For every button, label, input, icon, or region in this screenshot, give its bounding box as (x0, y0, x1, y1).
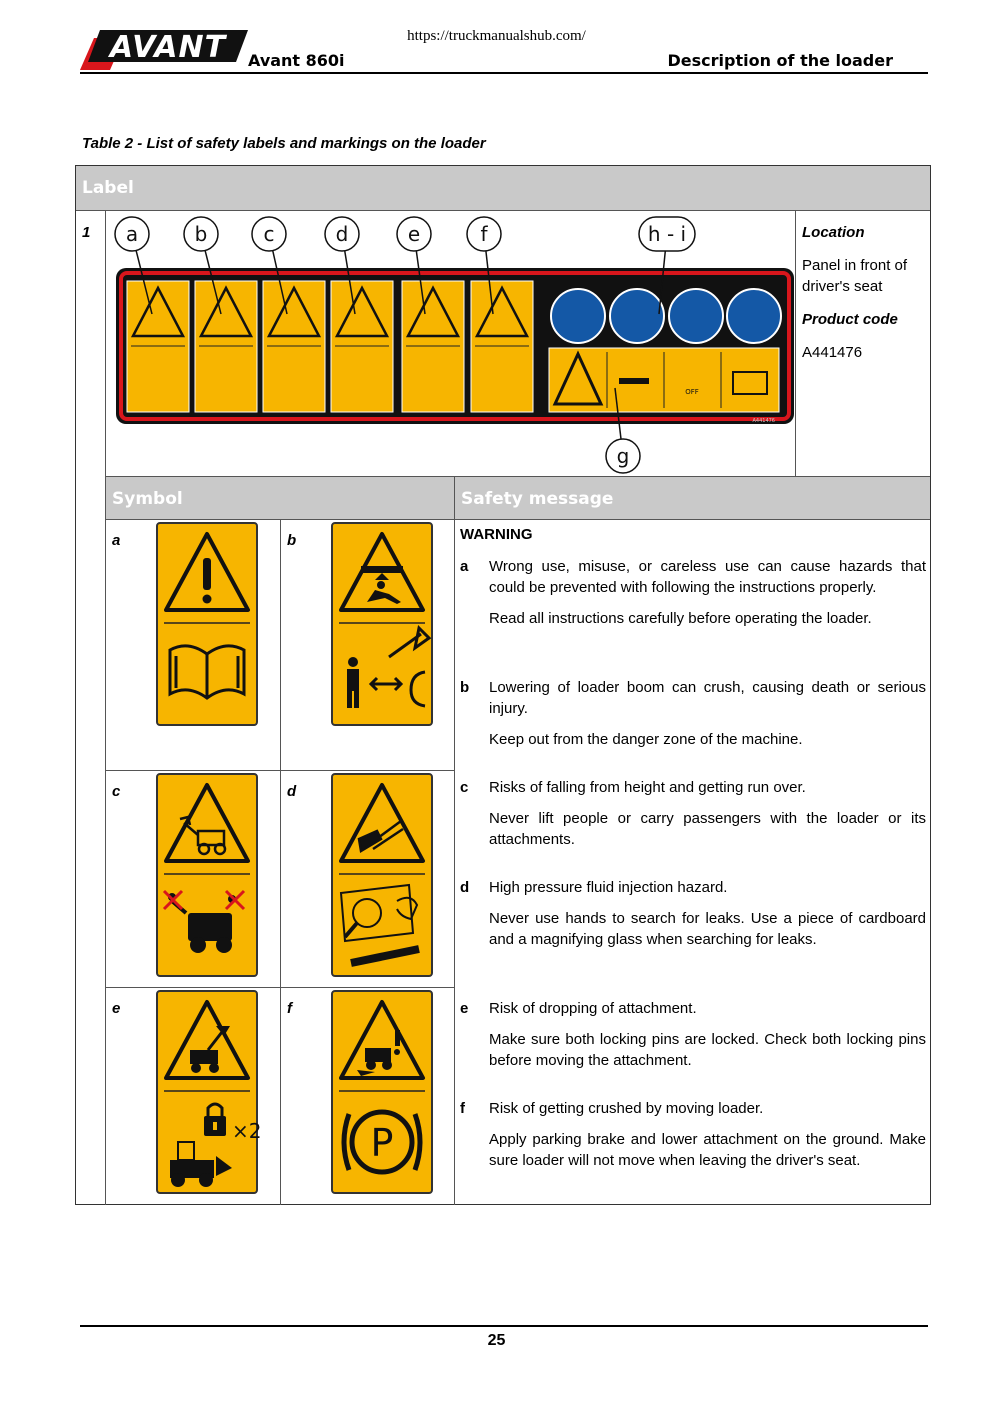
message-text: Lowering of loader boom can crush, causing death or serious injury. (489, 679, 926, 717)
seatbelt-icon (551, 289, 605, 343)
message-c (460, 777, 926, 850)
location-cell (802, 222, 926, 363)
symbol-label-a: a (112, 532, 121, 549)
message-text: High pressure fluid injection hazard. (489, 879, 728, 896)
message-e (460, 998, 926, 1071)
message-detail: Make sure both locking pins are locked. Check both locking pins before moving the attachment. (489, 1031, 926, 1069)
message-f (460, 1098, 926, 1171)
avant-logo (80, 26, 248, 70)
decal-sign-a (127, 281, 189, 412)
message-detail: Keep out from the danger zone of the machine. (489, 731, 803, 748)
sign-b (331, 522, 433, 726)
product-code-value: A441476 (802, 344, 863, 361)
symbol-label-c: c (112, 783, 121, 800)
svg-text:e: e (407, 222, 421, 246)
sign-d (331, 773, 433, 977)
warning-heading: WARNING (460, 526, 533, 543)
decal-sign-b (195, 281, 257, 412)
symbol-label-f: f (287, 1000, 292, 1017)
symbol-label-e: e (112, 1000, 121, 1017)
page-number: 25 (487, 1332, 506, 1349)
model-name: Avant 860i (248, 51, 345, 70)
sign-c (156, 773, 258, 977)
times-two-label: ×2 (232, 1119, 262, 1143)
message-a (460, 556, 926, 629)
message-d (460, 877, 926, 950)
message-header: Safety message (455, 477, 930, 519)
message-letter: a (460, 558, 469, 575)
message-letter: f (460, 1100, 465, 1117)
svg-text:h - i: h - i (647, 222, 687, 246)
message-letter: b (460, 679, 470, 696)
message-detail: Read all instructions carefully before operating the loader. (489, 610, 872, 627)
svg-text:c: c (263, 222, 275, 246)
section-title: Description of the loader (667, 51, 893, 70)
brand-wordmark: AVANT (109, 30, 227, 65)
table-caption: Table 2 - List of safety labels and markings on the loader (82, 135, 486, 152)
battery-off-icon: OFF (685, 388, 699, 396)
ear-protection-icon (610, 289, 664, 343)
symbol-label-d: d (287, 783, 297, 800)
parking-letter: P (370, 1121, 394, 1165)
message-detail: Never use hands to search for leaks. Use a piece of cardboard and a magnifying glass when searching for leaks. (489, 910, 926, 948)
message-text: Risk of dropping of attachment. (489, 1000, 697, 1017)
row-number: 1 (82, 224, 91, 241)
svg-text:g: g (616, 444, 630, 468)
gloves-icon (727, 289, 781, 343)
message-letter: c (460, 779, 469, 796)
safety-decal-panel (107, 212, 793, 474)
svg-text:a: a (125, 222, 139, 246)
footer-rule (80, 1325, 928, 1327)
header-rule (80, 72, 928, 74)
location-value: Panel in front of driver's seat (802, 257, 908, 295)
source-url: https://truckmanualshub.com/ (407, 28, 586, 44)
sign-a (156, 522, 258, 726)
decal-sign-f (471, 281, 533, 412)
decal-sign-e (402, 281, 464, 412)
message-text: Risk of getting crushed by moving loader. (489, 1100, 764, 1117)
location-title: Location (802, 224, 865, 241)
safety-boots-icon (669, 289, 723, 343)
svg-text:d: d (335, 222, 349, 246)
message-text: Wrong use, misuse, or careless use can cause hazards that could be prevented with following the instructions properly. (489, 558, 926, 596)
message-detail: Apply parking brake and lower attachment on the ground. Make sure loader will not move when leaving the driver's seat. (489, 1131, 926, 1169)
sign-f (331, 990, 433, 1194)
svg-text:f: f (480, 222, 488, 246)
key-icon (619, 378, 649, 384)
sign-e (156, 990, 262, 1194)
decal-sign-c (263, 281, 325, 412)
label-header: Label (76, 166, 930, 210)
decal-sign-d (331, 281, 393, 412)
product-code-title: Product code (802, 311, 898, 328)
symbol-label-b: b (287, 532, 297, 549)
message-letter: d (460, 879, 470, 896)
svg-text:b: b (194, 222, 208, 246)
message-b (460, 677, 926, 750)
symbol-header: Symbol (106, 477, 454, 519)
message-letter: e (460, 1000, 469, 1017)
message-text: Risks of falling from height and getting run over. (489, 779, 806, 796)
decal-code: A441476 (752, 418, 775, 424)
decal-info-strip (549, 348, 779, 412)
message-detail: Never lift people or carry passengers with the loader or its attachments. (489, 810, 926, 848)
